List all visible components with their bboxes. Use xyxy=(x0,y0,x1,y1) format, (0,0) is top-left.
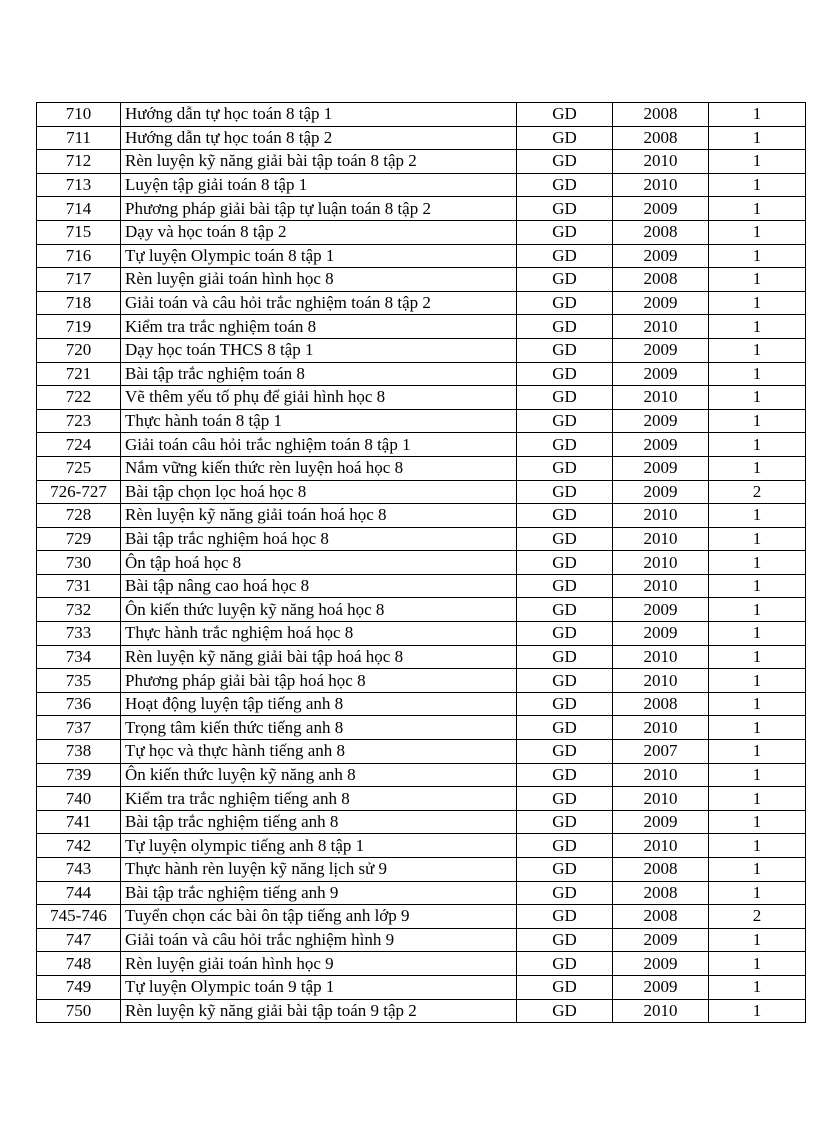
publisher-cell: GD xyxy=(517,834,613,858)
publication-year-cell: 2010 xyxy=(613,787,709,811)
quantity-cell: 1 xyxy=(709,574,806,598)
publication-year-cell: 2008 xyxy=(613,881,709,905)
quantity-cell: 1 xyxy=(709,622,806,646)
publisher-cell: GD xyxy=(517,763,613,787)
table-row xyxy=(37,692,806,716)
publisher-cell: GD xyxy=(517,905,613,929)
publisher-cell: GD xyxy=(517,669,613,693)
row-number-cell: 749 xyxy=(37,975,121,999)
quantity-cell: 1 xyxy=(709,103,806,127)
row-number-cell: 745-746 xyxy=(37,905,121,929)
book-title-cell: Rèn luyện kỹ năng giải toán hoá học 8 xyxy=(121,504,517,528)
book-title-cell: Bài tập trắc nghiệm tiếng anh 8 xyxy=(121,810,517,834)
table-row xyxy=(37,173,806,197)
row-number-cell: 729 xyxy=(37,527,121,551)
book-title-cell: Bài tập trắc nghiệm hoá học 8 xyxy=(121,527,517,551)
book-title-cell: Rèn luyện kỹ năng giải bài tập toán 8 tập 2 xyxy=(121,150,517,174)
table-row xyxy=(37,480,806,504)
quantity-cell: 1 xyxy=(709,150,806,174)
table-row xyxy=(37,975,806,999)
publication-year-cell: 2010 xyxy=(613,551,709,575)
book-title-cell: Luyện tập giải toán 8 tập 1 xyxy=(121,173,517,197)
book-title-cell: Kiểm tra trắc nghiệm tiếng anh 8 xyxy=(121,787,517,811)
table-row xyxy=(37,150,806,174)
table-row xyxy=(37,527,806,551)
publisher-cell: GD xyxy=(517,740,613,764)
publisher-cell: GD xyxy=(517,999,613,1023)
quantity-cell: 1 xyxy=(709,740,806,764)
publisher-cell: GD xyxy=(517,622,613,646)
publisher-cell: GD xyxy=(517,386,613,410)
publication-year-cell: 2009 xyxy=(613,975,709,999)
publication-year-cell: 2010 xyxy=(613,150,709,174)
quantity-cell: 1 xyxy=(709,197,806,221)
table-row xyxy=(37,787,806,811)
publication-year-cell: 2010 xyxy=(613,504,709,528)
quantity-cell: 1 xyxy=(709,787,806,811)
row-number-cell: 744 xyxy=(37,881,121,905)
row-number-cell: 748 xyxy=(37,952,121,976)
row-number-cell: 713 xyxy=(37,173,121,197)
table-row xyxy=(37,197,806,221)
publication-year-cell: 2008 xyxy=(613,103,709,127)
table-row xyxy=(37,645,806,669)
row-number-cell: 712 xyxy=(37,150,121,174)
publication-year-cell: 2010 xyxy=(613,645,709,669)
publication-year-cell: 2009 xyxy=(613,622,709,646)
publication-year-cell: 2009 xyxy=(613,291,709,315)
quantity-cell: 2 xyxy=(709,480,806,504)
publication-year-cell: 2009 xyxy=(613,409,709,433)
publisher-cell: GD xyxy=(517,480,613,504)
book-title-cell: Rèn luyện kỹ năng giải bài tập toán 9 tập 2 xyxy=(121,999,517,1023)
quantity-cell: 1 xyxy=(709,456,806,480)
book-title-cell: Thực hành trắc nghiệm hoá học 8 xyxy=(121,622,517,646)
quantity-cell: 1 xyxy=(709,409,806,433)
quantity-cell: 1 xyxy=(709,338,806,362)
publication-year-cell: 2007 xyxy=(613,740,709,764)
publisher-cell: GD xyxy=(517,551,613,575)
quantity-cell: 1 xyxy=(709,598,806,622)
row-number-cell: 726-727 xyxy=(37,480,121,504)
book-title-cell: Kiểm tra trắc nghiệm toán 8 xyxy=(121,315,517,339)
quantity-cell: 1 xyxy=(709,315,806,339)
row-number-cell: 737 xyxy=(37,716,121,740)
table-row xyxy=(37,834,806,858)
row-number-cell: 728 xyxy=(37,504,121,528)
quantity-cell: 1 xyxy=(709,268,806,292)
publication-year-cell: 2009 xyxy=(613,810,709,834)
book-title-cell: Bài tập trắc nghiệm tiếng anh 9 xyxy=(121,881,517,905)
table-body xyxy=(37,103,806,1023)
publisher-cell: GD xyxy=(517,338,613,362)
publication-year-cell: 2010 xyxy=(613,669,709,693)
book-title-cell: Hướng dẫn tự học toán 8 tập 1 xyxy=(121,103,517,127)
table-row xyxy=(37,598,806,622)
book-title-cell: Ôn kiến thức luyện kỹ năng anh 8 xyxy=(121,763,517,787)
row-number-cell: 750 xyxy=(37,999,121,1023)
row-number-cell: 731 xyxy=(37,574,121,598)
table-row xyxy=(37,763,806,787)
table-row xyxy=(37,244,806,268)
quantity-cell: 1 xyxy=(709,433,806,457)
table-row xyxy=(37,810,806,834)
quantity-cell: 1 xyxy=(709,692,806,716)
row-number-cell: 722 xyxy=(37,386,121,410)
row-number-cell: 730 xyxy=(37,551,121,575)
book-title-cell: Hướng dẫn tự học toán 8 tập 2 xyxy=(121,126,517,150)
publisher-cell: GD xyxy=(517,692,613,716)
publication-year-cell: 2008 xyxy=(613,905,709,929)
quantity-cell: 1 xyxy=(709,928,806,952)
table-row xyxy=(37,126,806,150)
book-title-cell: Dạy và học toán 8 tập 2 xyxy=(121,220,517,244)
book-title-cell: Phương pháp giải bài tập hoá học 8 xyxy=(121,669,517,693)
publisher-cell: GD xyxy=(517,291,613,315)
quantity-cell: 1 xyxy=(709,858,806,882)
publication-year-cell: 2010 xyxy=(613,386,709,410)
publication-year-cell: 2009 xyxy=(613,952,709,976)
book-title-cell: Phương pháp giải bài tập tự luận toán 8 tập 2 xyxy=(121,197,517,221)
row-number-cell: 718 xyxy=(37,291,121,315)
table-row xyxy=(37,433,806,457)
book-title-cell: Thực hành toán 8 tập 1 xyxy=(121,409,517,433)
table-row xyxy=(37,504,806,528)
publication-year-cell: 2010 xyxy=(613,574,709,598)
table-row xyxy=(37,622,806,646)
publisher-cell: GD xyxy=(517,220,613,244)
publication-year-cell: 2010 xyxy=(613,834,709,858)
quantity-cell: 1 xyxy=(709,669,806,693)
book-title-cell: Bài tập trắc nghiệm toán 8 xyxy=(121,362,517,386)
publication-year-cell: 2010 xyxy=(613,716,709,740)
row-number-cell: 732 xyxy=(37,598,121,622)
book-title-cell: Rèn luyện giải toán hình học 9 xyxy=(121,952,517,976)
publisher-cell: GD xyxy=(517,787,613,811)
publication-year-cell: 2008 xyxy=(613,858,709,882)
book-title-cell: Tự học và thực hành tiếng anh 8 xyxy=(121,740,517,764)
quantity-cell: 1 xyxy=(709,999,806,1023)
book-list-table xyxy=(36,102,806,1023)
publication-year-cell: 2008 xyxy=(613,126,709,150)
table-row xyxy=(37,551,806,575)
quantity-cell: 1 xyxy=(709,834,806,858)
quantity-cell: 2 xyxy=(709,905,806,929)
row-number-cell: 710 xyxy=(37,103,121,127)
row-number-cell: 740 xyxy=(37,787,121,811)
row-number-cell: 733 xyxy=(37,622,121,646)
quantity-cell: 1 xyxy=(709,881,806,905)
publisher-cell: GD xyxy=(517,362,613,386)
publisher-cell: GD xyxy=(517,315,613,339)
publisher-cell: GD xyxy=(517,928,613,952)
quantity-cell: 1 xyxy=(709,173,806,197)
book-title-cell: Bài tập nâng cao hoá học 8 xyxy=(121,574,517,598)
book-title-cell: Ôn kiến thức luyện kỹ năng hoá học 8 xyxy=(121,598,517,622)
publisher-cell: GD xyxy=(517,244,613,268)
row-number-cell: 714 xyxy=(37,197,121,221)
quantity-cell: 1 xyxy=(709,126,806,150)
table-row xyxy=(37,858,806,882)
table-row xyxy=(37,999,806,1023)
publication-year-cell: 2010 xyxy=(613,999,709,1023)
book-title-cell: Giải toán câu hỏi trắc nghiệm toán 8 tập 1 xyxy=(121,433,517,457)
table-row xyxy=(37,456,806,480)
publisher-cell: GD xyxy=(517,598,613,622)
table-row xyxy=(37,881,806,905)
publisher-cell: GD xyxy=(517,268,613,292)
book-title-cell: Trọng tâm kiến thức tiếng anh 8 xyxy=(121,716,517,740)
quantity-cell: 1 xyxy=(709,504,806,528)
publisher-cell: GD xyxy=(517,574,613,598)
row-number-cell: 725 xyxy=(37,456,121,480)
row-number-cell: 734 xyxy=(37,645,121,669)
row-number-cell: 742 xyxy=(37,834,121,858)
publisher-cell: GD xyxy=(517,409,613,433)
table-row xyxy=(37,362,806,386)
table-row xyxy=(37,574,806,598)
row-number-cell: 736 xyxy=(37,692,121,716)
row-number-cell: 721 xyxy=(37,362,121,386)
publication-year-cell: 2009 xyxy=(613,480,709,504)
publisher-cell: GD xyxy=(517,173,613,197)
publisher-cell: GD xyxy=(517,433,613,457)
quantity-cell: 1 xyxy=(709,952,806,976)
publication-year-cell: 2009 xyxy=(613,433,709,457)
table-row xyxy=(37,928,806,952)
quantity-cell: 1 xyxy=(709,645,806,669)
book-title-cell: Hoạt động luyện tập tiếng anh 8 xyxy=(121,692,517,716)
table-row xyxy=(37,740,806,764)
publisher-cell: GD xyxy=(517,197,613,221)
quantity-cell: 1 xyxy=(709,763,806,787)
table-row xyxy=(37,409,806,433)
table-row xyxy=(37,103,806,127)
publication-year-cell: 2010 xyxy=(613,315,709,339)
publisher-cell: GD xyxy=(517,952,613,976)
publisher-cell: GD xyxy=(517,527,613,551)
publisher-cell: GD xyxy=(517,858,613,882)
table-row xyxy=(37,338,806,362)
table-row xyxy=(37,716,806,740)
row-number-cell: 717 xyxy=(37,268,121,292)
publisher-cell: GD xyxy=(517,645,613,669)
publisher-cell: GD xyxy=(517,504,613,528)
publisher-cell: GD xyxy=(517,975,613,999)
publication-year-cell: 2008 xyxy=(613,220,709,244)
row-number-cell: 715 xyxy=(37,220,121,244)
table-row xyxy=(37,905,806,929)
table-row xyxy=(37,669,806,693)
row-number-cell: 720 xyxy=(37,338,121,362)
row-number-cell: 739 xyxy=(37,763,121,787)
publication-year-cell: 2008 xyxy=(613,268,709,292)
quantity-cell: 1 xyxy=(709,527,806,551)
table-row xyxy=(37,386,806,410)
quantity-cell: 1 xyxy=(709,362,806,386)
book-title-cell: Vẽ thêm yếu tố phụ để giải hình học 8 xyxy=(121,386,517,410)
row-number-cell: 747 xyxy=(37,928,121,952)
quantity-cell: 1 xyxy=(709,551,806,575)
publication-year-cell: 2009 xyxy=(613,456,709,480)
publication-year-cell: 2009 xyxy=(613,244,709,268)
book-title-cell: Rèn luyện giải toán hình học 8 xyxy=(121,268,517,292)
table-row xyxy=(37,268,806,292)
table-row xyxy=(37,220,806,244)
publisher-cell: GD xyxy=(517,456,613,480)
publication-year-cell: 2009 xyxy=(613,338,709,362)
publication-year-cell: 2008 xyxy=(613,692,709,716)
book-title-cell: Tuyển chọn các bài ôn tập tiếng anh lớp 9 xyxy=(121,905,517,929)
book-title-cell: Rèn luyện kỹ năng giải bài tập hoá học 8 xyxy=(121,645,517,669)
book-title-cell: Ôn tập hoá học 8 xyxy=(121,551,517,575)
row-number-cell: 711 xyxy=(37,126,121,150)
book-title-cell: Giải toán và câu hỏi trắc nghiệm hình 9 xyxy=(121,928,517,952)
publisher-cell: GD xyxy=(517,150,613,174)
row-number-cell: 735 xyxy=(37,669,121,693)
table-row xyxy=(37,952,806,976)
table-row xyxy=(37,291,806,315)
row-number-cell: 724 xyxy=(37,433,121,457)
quantity-cell: 1 xyxy=(709,975,806,999)
quantity-cell: 1 xyxy=(709,291,806,315)
publisher-cell: GD xyxy=(517,103,613,127)
book-title-cell: Bài tập chọn lọc hoá học 8 xyxy=(121,480,517,504)
book-title-cell: Tự luyện Olympic toán 9 tập 1 xyxy=(121,975,517,999)
publisher-cell: GD xyxy=(517,881,613,905)
quantity-cell: 1 xyxy=(709,386,806,410)
publisher-cell: GD xyxy=(517,810,613,834)
publication-year-cell: 2009 xyxy=(613,928,709,952)
row-number-cell: 723 xyxy=(37,409,121,433)
publisher-cell: GD xyxy=(517,126,613,150)
row-number-cell: 743 xyxy=(37,858,121,882)
publication-year-cell: 2009 xyxy=(613,598,709,622)
book-title-cell: Tự luyện Olympic toán 8 tập 1 xyxy=(121,244,517,268)
table-row xyxy=(37,315,806,339)
book-title-cell: Tự luyện olympic tiếng anh 8 tập 1 xyxy=(121,834,517,858)
publication-year-cell: 2010 xyxy=(613,173,709,197)
book-title-cell: Giải toán và câu hỏi trắc nghiệm toán 8 tập 2 xyxy=(121,291,517,315)
publication-year-cell: 2010 xyxy=(613,763,709,787)
quantity-cell: 1 xyxy=(709,220,806,244)
publication-year-cell: 2009 xyxy=(613,362,709,386)
book-title-cell: Nắm vững kiến thức rèn luyện hoá học 8 xyxy=(121,456,517,480)
row-number-cell: 719 xyxy=(37,315,121,339)
publication-year-cell: 2009 xyxy=(613,197,709,221)
row-number-cell: 741 xyxy=(37,810,121,834)
book-title-cell: Dạy học toán THCS 8 tập 1 xyxy=(121,338,517,362)
quantity-cell: 1 xyxy=(709,716,806,740)
row-number-cell: 738 xyxy=(37,740,121,764)
publication-year-cell: 2010 xyxy=(613,527,709,551)
publisher-cell: GD xyxy=(517,716,613,740)
book-title-cell: Thực hành rèn luyện kỹ năng lịch sử 9 xyxy=(121,858,517,882)
row-number-cell: 716 xyxy=(37,244,121,268)
quantity-cell: 1 xyxy=(709,244,806,268)
quantity-cell: 1 xyxy=(709,810,806,834)
